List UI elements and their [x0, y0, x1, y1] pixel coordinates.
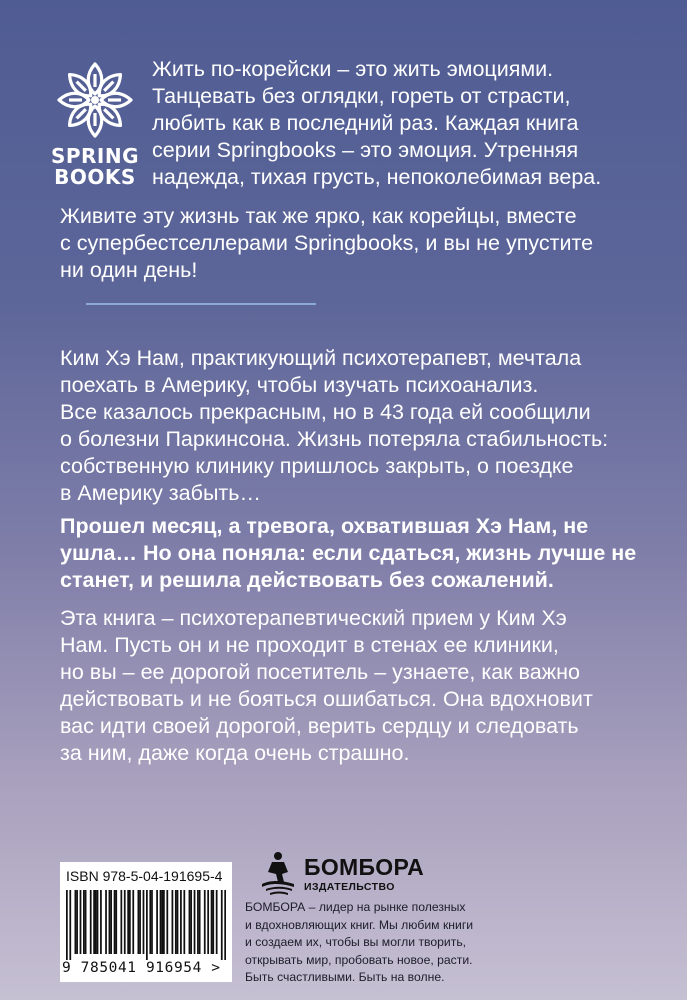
logo-text — [50, 146, 140, 188]
publisher-logo — [258, 850, 458, 896]
book-closing-text: Эта книга – психотерапевтический прием у Ким Хэ Нам. Пусть он и не проходит в стенах ее клиники, но вы – ее дорогой посетитель – узнаете, как важно действовать и не бояться ошибаться. Она вдохновит вас идти своей дорогой, верить сердцу и следовать за ним, даже когда очень страшно. — [60, 606, 593, 765]
barcode-box — [60, 862, 232, 982]
book-highlight-text: Прошел месяц, а тревога, охватившая Хэ Нам, не ушла… Но она поняла: если сдаться, жизнь лучше не станет, и решила действовать без сожалений. — [60, 514, 637, 592]
series-slogan-text: Живите эту жизнь так же ярко, как корейцы, вместе с супербестселлерами Springbooks, и вы не упустите ни один день! — [60, 204, 594, 282]
isbn-label: ISBN 978-5-04-191695-4 — [66, 868, 223, 884]
lotus-flower-icon — [55, 60, 135, 140]
barcode-digits: 9 785041 916954 > — [62, 960, 221, 976]
logo-line-1: SPRING — [50, 144, 140, 168]
book-description-text: Ким Хэ Нам, практикующий психотерапевт, мечтала поехать в Америку, чтобы изучать психоанализ. Все казалось прекрасным, но в 43 года ей сообщили о болезни Паркинсона. Жизнь потеряла стабильность: собственную клинику пришлось закрыть, о поездке в Америку забыть… — [60, 346, 609, 505]
publisher-blurb: БОМБОРА – лидер на рынке полезных и вдохновляющих книг. Мы любим книги и создаем их, чтобы вы могли творить, открывать мир, пробовать новое, расти. Быть счастливыми. Быть на волне. — [245, 900, 474, 984]
publisher-subtitle: ИЗДАТЕЛЬСТВО — [304, 881, 395, 893]
springbooks-logo — [50, 60, 140, 188]
series-intro-text: Жить по-корейски – это жить эмоциями. Танцевать без оглядки, гореть от страсти, любить как в последний раз. Каждая книга серии Springbooks – это эмоция. Утренняя надежда, тихая грусть, непоколебимая вера. — [152, 57, 602, 189]
surfer-wave-icon — [258, 850, 302, 896]
publisher-name: БОМБОРА — [304, 854, 425, 880]
section-divider — [86, 303, 316, 305]
barcode-bars — [66, 890, 226, 960]
logo-line-2: BOOKS — [54, 165, 136, 189]
